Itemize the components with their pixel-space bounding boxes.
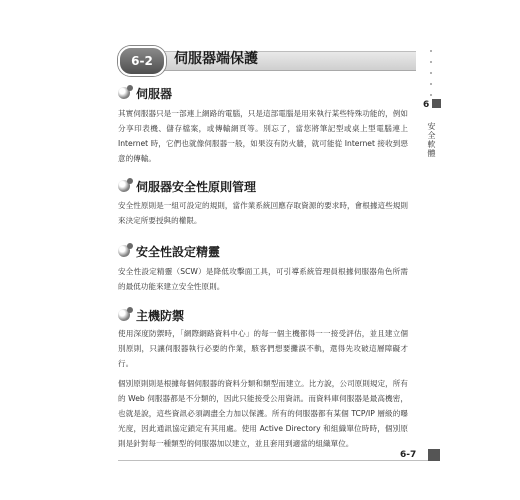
side-chapter-marker	[432, 99, 441, 108]
page-number-marker	[428, 449, 440, 461]
side-chapter-number: 6	[423, 100, 430, 110]
section-heading-scw	[118, 242, 220, 260]
section-bullet-icon	[118, 245, 130, 257]
paragraph: 其實伺服器只是一部連上網路的電腦，只是這部電腦是用來執行某些特殊功能的，例如分享印表機、儲存檔案，或傳輸網頁等。別忘了，當您將筆記型或桌上型電腦連上 Internet 時，它們也就像伺服器一般，如果沒有防火牆，就可能從 Internet 接收到惡意的傳輸。	[118, 109, 408, 163]
chapter-number-badge: 6-2	[118, 46, 166, 76]
section-bullet-icon	[118, 87, 130, 99]
section-heading-security-policy	[118, 177, 256, 195]
page-number: 6-7	[400, 450, 417, 460]
paragraph: 個別原則則是根據每個伺服器的資料分類和類型而建立。比方說，公司原則規定，所有的 Web 伺服器都是不分類的，因此只能接受公用資訊。而資料庫伺服器是最高機密，也就是說，這些資訊必須調盡全力加以保護。所有的伺服器都有某個 TCP/IP 層級的曝光度，因此通訊協定鎖定有其用處。使用 Active Directory 和組織單位時時，個別原則是針對每一種類型的伺服器加以建立，並且套用到適當的組織單位。	[118, 379, 408, 448]
section-bullet-icon	[118, 309, 130, 321]
footer-rule	[118, 460, 440, 461]
chapter-header	[118, 46, 418, 72]
section-title: 安全性設定精靈	[136, 244, 221, 259]
section-bullet-icon	[118, 180, 130, 192]
section-title: 主機防禦	[136, 308, 185, 323]
paragraph: 安全性原則是一組可設定的規則，當作業系統回應存取資源的要求時，會根據這些規則來決定所要授與的權限。	[118, 201, 408, 225]
side-chapter-name: 安全軟體	[427, 122, 436, 158]
paragraph: 安全性設定精靈（SCW）是降低攻擊面工具，可引導系統管理員根據伺服器角色所需的最低功能來建立安全性原則。	[118, 267, 408, 291]
section-title: 伺服器安全性原則管理	[136, 179, 257, 194]
paragraph: 使用深度防禦時，「網際網路資料中心」的每一個主機都得一一接受評估，並且建立個別原則，只讓伺服器執行必要的作業，駭客們想要攤誤不軌，還得先攻破這層障礙才行。	[118, 329, 408, 368]
margin-dots	[430, 50, 432, 105]
section-heading-host-defense	[118, 306, 184, 324]
section-title: 伺服器	[136, 86, 173, 101]
chapter-title: 伺服器端保護	[174, 51, 258, 67]
section-heading-server	[118, 84, 172, 102]
